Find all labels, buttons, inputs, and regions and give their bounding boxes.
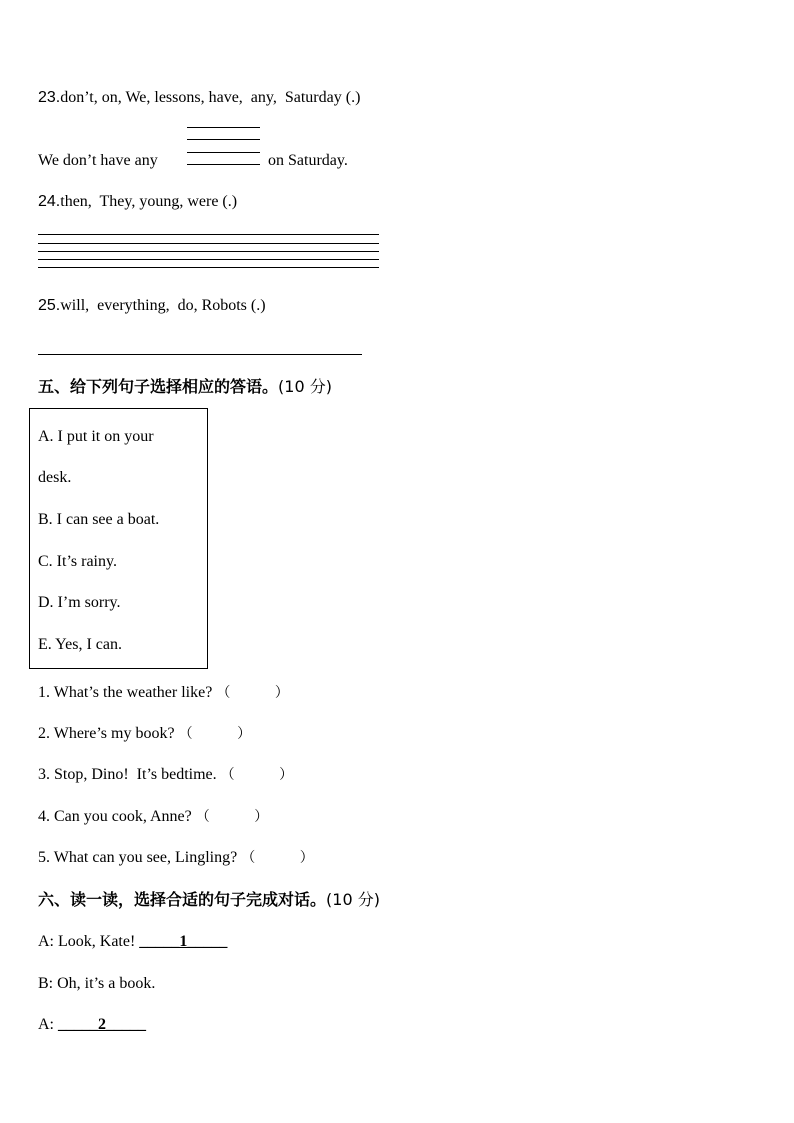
dialog-line bbox=[38, 932, 227, 952]
question-25-number: 25. bbox=[38, 297, 61, 314]
question-24-prompt bbox=[38, 192, 237, 212]
question-text: 1. What’s the weather like? bbox=[38, 684, 213, 701]
question-24-words: then, They, young, were (.) bbox=[60, 193, 238, 210]
question-item bbox=[38, 848, 314, 868]
question-23-words: don’t, on, We, lessons, have, any, Saturday (.) bbox=[60, 89, 361, 106]
section-6-heading bbox=[38, 890, 380, 910]
answer-line[interactable] bbox=[187, 164, 260, 165]
question-item bbox=[38, 724, 251, 744]
option-a: A. I put it on your bbox=[38, 428, 154, 445]
answer-parentheses[interactable]: （ ） bbox=[195, 809, 269, 825]
dialog-line bbox=[38, 974, 155, 994]
question-23-sentence-end: on Saturday. bbox=[268, 152, 348, 169]
blank-2[interactable]: _____2_____ bbox=[58, 1016, 146, 1033]
speaker-label: A: bbox=[38, 933, 54, 950]
question-item bbox=[38, 807, 268, 827]
section-5-title: 五、给下列句子选择相应的答语。 bbox=[38, 377, 279, 396]
option-c: C. It’s rainy. bbox=[38, 553, 117, 570]
question-item bbox=[38, 765, 293, 785]
option-a-continued: desk. bbox=[38, 469, 72, 486]
section-5-heading bbox=[38, 377, 332, 397]
sentence-start: We don’t have any bbox=[38, 152, 158, 169]
answer-parentheses[interactable]: （ ） bbox=[241, 850, 314, 866]
speaker-label: A: bbox=[38, 1016, 54, 1033]
dialog-text: Oh, it’s a book. bbox=[57, 975, 156, 992]
blank-1[interactable]: _____1_____ bbox=[139, 933, 228, 950]
question-25-prompt bbox=[38, 296, 266, 316]
section-6-score: (10 分) bbox=[326, 890, 380, 909]
option-e: E. Yes, I can. bbox=[38, 636, 122, 653]
question-24-number: 24. bbox=[38, 193, 61, 210]
answer-line[interactable] bbox=[38, 354, 362, 355]
option-d: D. I’m sorry. bbox=[38, 594, 121, 611]
answer-line[interactable] bbox=[38, 267, 379, 268]
section-5-score: (10 分) bbox=[278, 377, 332, 396]
section-6-title: 六、读一读，选择合适的句子完成对话。 bbox=[38, 890, 327, 909]
answer-line[interactable] bbox=[38, 259, 379, 260]
answer-parentheses[interactable]: （ ） bbox=[220, 767, 294, 783]
answer-line[interactable] bbox=[187, 152, 260, 153]
question-text: 5. What can you see, Lingling? bbox=[38, 849, 238, 866]
question-23-sentence bbox=[38, 151, 158, 171]
question-text: 4. Can you cook, Anne? bbox=[38, 808, 192, 825]
question-25-words: will, everything, do, Robots (.) bbox=[60, 297, 266, 314]
answer-parentheses[interactable]: （ ） bbox=[216, 685, 289, 701]
answer-line[interactable] bbox=[187, 139, 260, 140]
answer-line[interactable] bbox=[38, 243, 379, 244]
question-23-number: 23. bbox=[38, 89, 61, 106]
question-23-prompt bbox=[38, 88, 360, 108]
answer-line[interactable] bbox=[38, 234, 379, 235]
dialog-line bbox=[38, 1015, 146, 1035]
speaker-label: B: bbox=[38, 975, 54, 992]
question-item bbox=[38, 683, 289, 703]
answer-parentheses[interactable]: （ ） bbox=[178, 726, 252, 742]
answer-line[interactable] bbox=[187, 127, 260, 128]
dialog-text: Look, Kate! bbox=[58, 933, 136, 950]
option-b: B. I can see a boat. bbox=[38, 511, 160, 528]
answer-line[interactable] bbox=[38, 251, 379, 252]
question-text: 3. Stop, Dino! It’s bedtime. bbox=[38, 766, 217, 783]
question-text: 2. Where’s my book? bbox=[38, 725, 175, 742]
answer-options-box bbox=[29, 408, 208, 669]
